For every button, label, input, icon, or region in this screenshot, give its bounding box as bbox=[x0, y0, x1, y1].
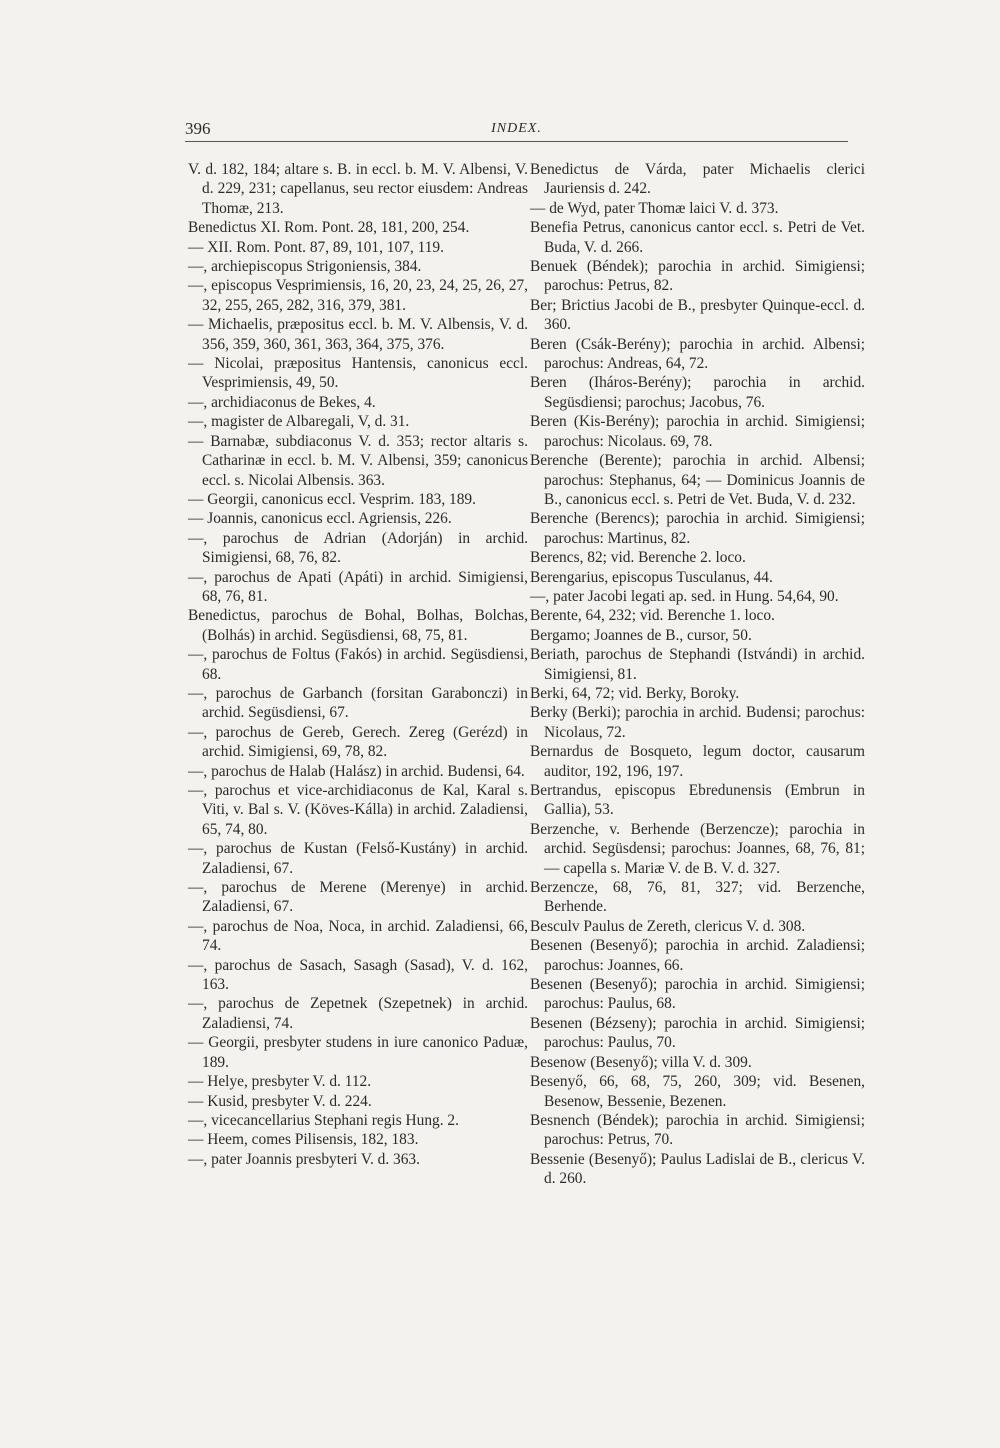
index-entry: Bertrandus, episcopus Ebredunensis (Embrun in Gallia), 53. bbox=[530, 782, 865, 819]
index-entry: — de Wyd, pater Thomæ laici V. d. 373. bbox=[530, 199, 779, 217]
index-entry: —, parochus de Zepetnek (Szepetnek) in archid. Zaladiensi, 74. bbox=[188, 995, 528, 1032]
index-entry: Benedictus de Várda, pater Michaelis clerici Jauriensis d. 242. bbox=[530, 161, 865, 198]
index-entry: —, parochus de Garbanch (forsitan Garabonczi) in archid. Següsdiensi, 67. bbox=[188, 684, 528, 722]
index-entry: Berenche (Berencs); parochia in archid. Simigiensi; parochus: Martinus, 82. bbox=[530, 510, 865, 547]
index-entry: Bergamo; Joannes de B., cursor, 50. bbox=[530, 626, 752, 644]
index-entry: —, parochus de Gereb, Gerech. Zereg (Gerézd) in archid. Simigiensi, 69, 78, 82. bbox=[188, 723, 528, 761]
index-entry: — Nicolai, præpositus Hantensis, canonicus eccl. Vesprimiensis, 49, 50. bbox=[188, 355, 528, 392]
index-entry: Ber; Brictius Jacobi de B., presbyter Quinque-eccl. d. 360. bbox=[530, 296, 865, 334]
running-head: INDEX. bbox=[491, 121, 542, 136]
index-entry: — Joannis, canonicus eccl. Agriensis, 226. bbox=[188, 510, 452, 528]
index-entry: —, parochus de Noa, Noca, in archid. Zaladiensi, 66, 74. bbox=[188, 917, 528, 955]
index-entry: Benuek (Béndek); parochia in archid. Simigiensi; parochus: Petrus, 82. bbox=[530, 258, 865, 295]
index-entry: —, parochus de Sasach, Sasagh (Sasad), V. d. 162, 163. bbox=[188, 956, 528, 994]
index-entry: Besenow (Besenyő); villa V. d. 309. bbox=[530, 1053, 752, 1071]
index-entry: Beren (Iháros-Berény); parochia in archid. Següsdiensi; parochus; Jacobus, 76. bbox=[530, 374, 865, 411]
index-entry: Benefia Petrus, canonicus cantor eccl. s. Petri de Vet. Buda, V. d. 266. bbox=[530, 219, 865, 256]
page-number: 396 bbox=[185, 119, 211, 138]
index-entry: —, magister de Albaregali, V, d. 31. bbox=[188, 413, 410, 431]
index-entry: Besnench (Béndek); parochia in archid. Simigiensi; parochus: Petrus, 70. bbox=[530, 1111, 865, 1149]
index-entry: Berky (Berki); parochia in archid. Budensi; parochus: Nicolaus, 72. bbox=[530, 704, 865, 741]
index-entry: Beren (Csák-Berény); parochia in archid. Albensi; parochus: Andreas, 64, 72. bbox=[530, 335, 865, 373]
index-entry: Besenen (Bézseny); parochia in archid. Simigiensi; parochus: Paulus, 70. bbox=[530, 1014, 865, 1052]
index-entry: Besenen (Besenyő); parochia in archid. Zaladiensi; parochus: Joannes, 66. bbox=[530, 937, 865, 974]
index-entry: —, parochus de Merene (Merenye) in archid. Zaladiensi, 67. bbox=[188, 879, 528, 916]
index-entry: Berzencze, 68, 76, 81, 327; vid. Berzenche, Berhende. bbox=[530, 879, 865, 916]
index-entry: Beren (Kis-Berény); parochia in archid. Simigiensi; parochus: Nicolaus. 69, 78. bbox=[530, 413, 865, 450]
index-entry: Berki, 64, 72; vid. Berky, Boroky. bbox=[530, 684, 740, 702]
index-entry: —, episcopus Vesprimiensis, 16, 20, 23, 24, 25, 26, 27, 32, 255, 265, 282, 316, 379, 381. bbox=[188, 277, 528, 314]
index-entry: —, parochus de Halab (Halász) in archid. Budensi, 64. bbox=[188, 762, 525, 780]
index-column-left bbox=[188, 160, 528, 1169]
index-entry: Berencs, 82; vid. Berenche 2. loco. bbox=[530, 549, 746, 567]
index-entry: —, parochus de Adrian (Adorján) in archid. Simigiensi, 68, 76, 82. bbox=[188, 529, 528, 567]
index-entry: — Michaelis, præpositus eccl. b. M. V. Albensis, V. d. 356, 359, 360, 361, 363, 364, 375, 376. bbox=[188, 316, 528, 353]
index-entry: —, pater Joannis presbyteri V. d. 363. bbox=[188, 1150, 420, 1168]
index-entry: — Helye, presbyter V. d. 112. bbox=[188, 1073, 372, 1091]
index-entry: —, archiepiscopus Strigoniensis, 384. bbox=[188, 258, 422, 276]
index-entry: — Georgii, presbyter studens in iure canonico Paduæ, 189. bbox=[188, 1034, 528, 1071]
index-entry: — Barnabæ, subdiaconus V. d. 353; rector altaris s. Catharinæ in eccl. b. M. V. Albensi, 359; canonicus eccl. s. Nicolai Albensis. 363. bbox=[188, 432, 528, 489]
index-entry: Besculv Paulus de Zereth, clericus V. d. 308. bbox=[530, 917, 806, 935]
index-entry: V. d. 182, 184; altare s. B. in eccl. b. M. V. Albensi, V. d. 229, 231; capellanus, seu rector eiusdem: Andreas Thomæ, 213. bbox=[188, 161, 528, 217]
index-entry: — Kusid, presbyter V. d. 224. bbox=[188, 1092, 372, 1110]
index-entry: Besenen (Besenyő); parochia in archid. Simigiensi; parochus: Paulus, 68. bbox=[530, 976, 865, 1013]
index-entry: —, parochus de Kustan (Felső-Kustány) in archid. Zaladiensi, 67. bbox=[188, 840, 528, 877]
index-entry: —, vicecancellarius Stephani regis Hung. 2. bbox=[188, 1111, 459, 1129]
index-entry: — Heem, comes Pilisensis, 182, 183. bbox=[188, 1131, 419, 1149]
page-header bbox=[185, 119, 848, 142]
index-entry: —, parochus et vice-archidiaconus de Kal, Karal s. Viti, v. Bal s. V. (Köves-Kálla) in archid. Zaladiensi, 65, 74, 80. bbox=[188, 782, 528, 838]
index-entry: Benedictus, parochus de Bohal, Bolhas, Bolchas, (Bolhás) in archid. Següsdiensi, 68, 75, 81. bbox=[188, 607, 528, 644]
index-entry: — Georgii, canonicus eccl. Vesprim. 183, 189. bbox=[188, 490, 476, 508]
index-entry: Berenche (Berente); parochia in archid. Albensi; parochus: Stephanus, 64; — Dominicus Joannis de B., canonicus eccl. s. Petri de Vet. Buda, V. d. 232. bbox=[530, 452, 865, 508]
index-entry: Benedictus XI. Rom. Pont. 28, 181, 200, 254. bbox=[188, 219, 470, 237]
index-column-right bbox=[530, 160, 865, 1189]
index-entry: Berzenche, v. Berhende (Berzencze); parochia in archid. Següsdensi; parochus: Joannes, 68, 76, 81; — capella s. Mariæ V. de B. V. d. 327. bbox=[530, 820, 865, 877]
index-entry: Berente, 64, 232; vid. Berenche 1. loco. bbox=[530, 607, 775, 625]
index-entry: —, parochus de Apati (Apáti) in archid. Simigiensi, 68, 76, 81. bbox=[188, 568, 528, 605]
index-entry: Bernardus de Bosqueto, legum doctor, causarum auditor, 192, 196, 197. bbox=[530, 743, 865, 780]
index-entry: —, archidiaconus de Bekes, 4. bbox=[188, 393, 376, 411]
index-entry: —, pater Jacobi legati ap. sed. in Hung. 54,64, 90. bbox=[530, 587, 839, 605]
index-entry: Besenyő, 66, 68, 75, 260, 309; vid. Besenen, Besenow, Bessenie, Bezenen. bbox=[530, 1073, 865, 1110]
index-entry: Beriath, parochus de Stephandi (Istvándi) in archid. Simigiensi, 81. bbox=[530, 646, 865, 683]
index-entry: — XII. Rom. Pont. 87, 89, 101, 107, 119. bbox=[188, 238, 444, 256]
index-entry: —, parochus de Foltus (Fakós) in archid. Següsdiensi, 68. bbox=[188, 646, 528, 683]
index-entry: Bessenie (Besenyő); Paulus Ladislai de B., clericus V. d. 260. bbox=[530, 1150, 865, 1188]
index-entry: Berengarius, episcopus Tusculanus, 44. bbox=[530, 568, 773, 586]
